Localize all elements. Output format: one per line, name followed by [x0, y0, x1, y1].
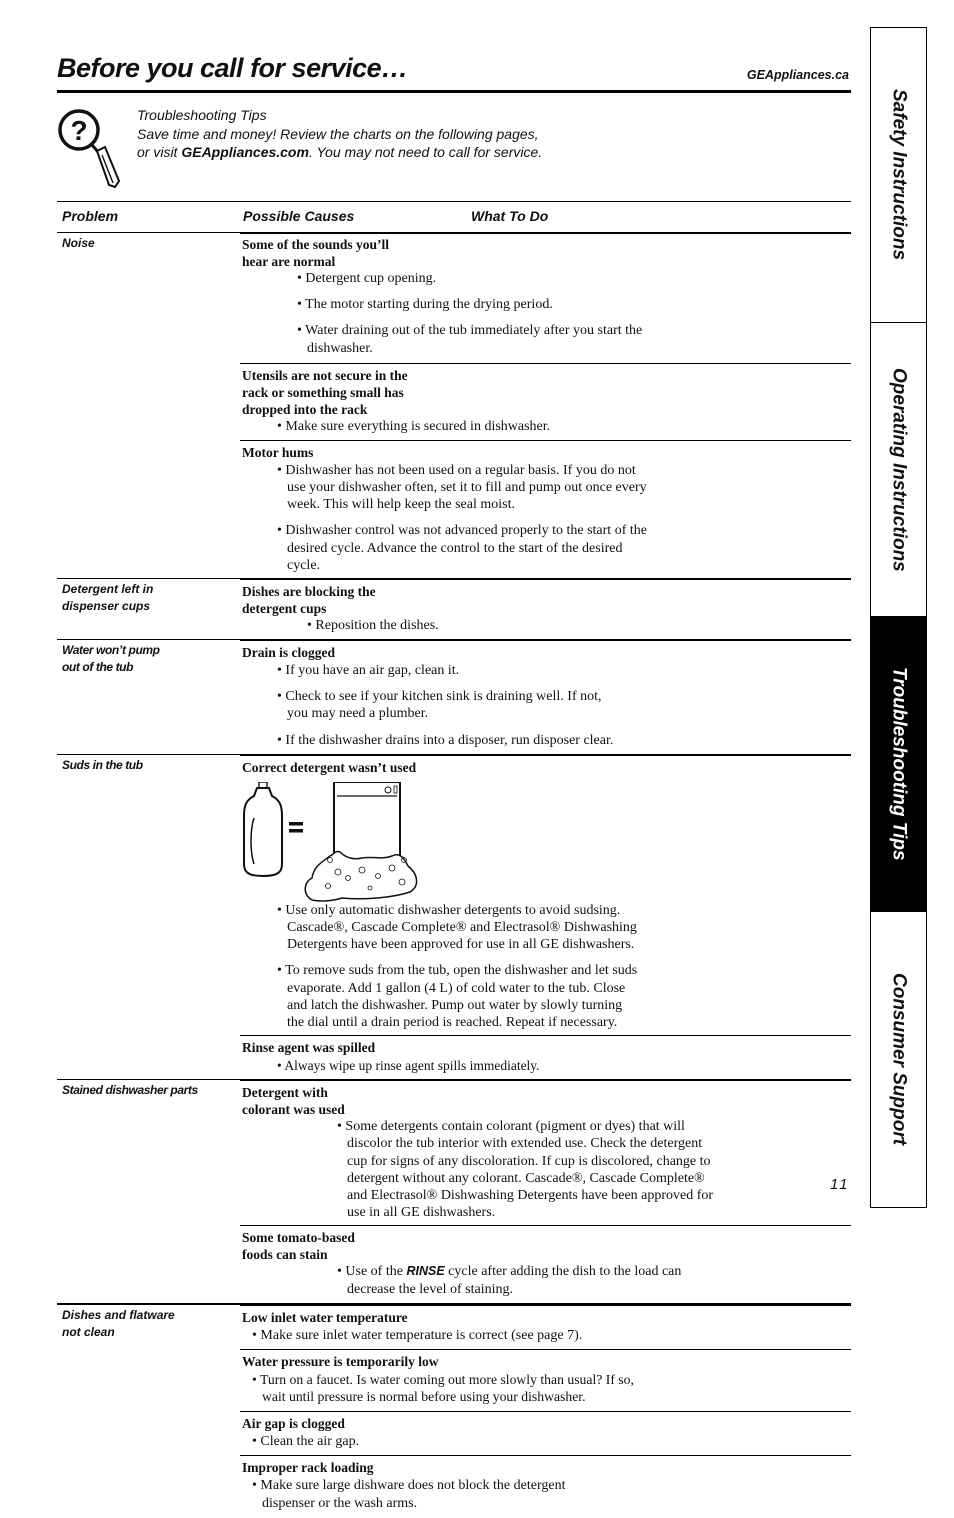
- tab-label: Consumer Support: [888, 972, 910, 1146]
- todo-list: [296, 270, 686, 357]
- cause-label: Some of the sounds you’ll hear are normal: [242, 237, 390, 269]
- problem-label: Dishes and flatware not clean: [62, 1307, 175, 1339]
- problem-label: Suds in the tub: [62, 757, 143, 772]
- svg-text:?: ?: [70, 115, 88, 146]
- todo-list: [276, 662, 666, 749]
- page-number: 11: [830, 1176, 850, 1193]
- problem-group: [57, 233, 851, 579]
- todo-item: • To remove suds from the tub, open the dishwasher and let suds evaporate. Add 1 gallon (4 L) of cold water to the tub. Close and latch the dishwasher. Pump out water by slowly turning the dial until a drain period is reached. Repeat if necessary.: [277, 963, 638, 1031]
- cause-row: [240, 1349, 851, 1411]
- cause-row: [240, 755, 851, 1035]
- cause-label: Water pressure is temporarily low: [242, 1353, 439, 1369]
- suds-illustration: [242, 782, 422, 902]
- cause-label: Air gap is clogged: [242, 1416, 345, 1432]
- todo-list: [251, 1477, 641, 1511]
- cause-row: [240, 1455, 851, 1517]
- todo-list: [251, 1433, 641, 1450]
- cause-row: [240, 1411, 851, 1455]
- cause-label: Detergent with colorant was used: [242, 1085, 345, 1118]
- section-sidebar: [870, 27, 927, 1208]
- todo-list: [276, 1057, 666, 1074]
- tab-consumer-support[interactable]: [871, 912, 926, 1206]
- todo-list: [276, 902, 666, 1031]
- tab-label: Troubleshooting Tips: [888, 667, 910, 861]
- problem-group: [57, 579, 851, 640]
- problem-group: [57, 640, 851, 755]
- cause-label: Low inlet water temperature: [242, 1309, 408, 1325]
- cause-label: Rinse agent was spilled: [242, 1040, 376, 1056]
- cause-row: [240, 233, 851, 363]
- site-url[interactable]: GEAppliances.ca: [746, 68, 849, 82]
- todo-item: • If the dishwasher drains into a disposer, run disposer clear.: [277, 732, 614, 748]
- todo-item: • Make sure large dishware does not block the detergent dispenser or the wash arms.: [252, 1478, 566, 1511]
- cause-label: Dishes are blocking the detergent cups: [242, 584, 376, 617]
- todo-item: • Some detergents contain colorant (pigment or dyes) that will discolor the tub interior with extended use. Check the detergent cup for signs of any discoloration. If cup is discolored, change to detergent without any colorant. Cascade®, Cascade Complete® and Electrasol® Dishwashing Detergents have been approved for use in all GE dishwashers.: [337, 1119, 714, 1221]
- page-title: Before you call for service…: [57, 53, 408, 83]
- header-problem: Problem: [62, 208, 119, 224]
- todo-list: [306, 617, 696, 634]
- todo-item: • Dishwasher has not been used on a regular basis. If you do not use your dishwasher often, set it to fill and pump out once every week. This will help keep the seal moist.: [277, 462, 647, 513]
- title-rule: [57, 90, 851, 93]
- intro-line2: [137, 143, 542, 162]
- intro-heading: Troubleshooting Tips: [137, 107, 267, 123]
- troubleshooting-table: [57, 201, 851, 1518]
- todo-item: • Dishwasher control was not advanced properly to the start of the desired cycle. Advance the control to the start of the desired cycle.: [277, 523, 647, 573]
- problem-group: [57, 1080, 851, 1304]
- cause-row: [240, 640, 851, 754]
- todo-item: • The motor starting during the drying period.: [297, 297, 553, 313]
- todo-item: • Clean the air gap.: [252, 1434, 360, 1450]
- todo-item: • Reposition the dishes.: [307, 618, 439, 634]
- todo-item: • If you have an air gap, clean it.: [277, 663, 460, 679]
- todo-item: • Always wipe up rinse agent spills immediately.: [277, 1058, 540, 1074]
- tab-label: Safety Instructions: [888, 89, 910, 261]
- cause-row: [240, 1080, 851, 1225]
- todo-item: • Water draining out of the tub immediately after you start the dishwasher.: [297, 323, 643, 356]
- problem-group: [57, 755, 851, 1080]
- cause-row: [240, 579, 851, 639]
- tab-label: Operating Instructions: [888, 367, 910, 572]
- cause-label: [240, 759, 432, 902]
- todo-item: [336, 1263, 712, 1297]
- todo-list: [251, 1327, 641, 1344]
- todo-text-post: cycle after adding the dish to the load can decrease the level of staining.: [347, 1264, 682, 1297]
- todo-item: • Check to see if your kitchen sink is draining well. If not, you may need a plumber.: [277, 689, 602, 722]
- header-todo: What To Do: [471, 208, 549, 224]
- tab-operating-instructions[interactable]: [871, 323, 926, 617]
- intro-line2-post: . You may not need to call for service.: [308, 144, 543, 160]
- cause-row: [240, 1305, 851, 1349]
- intro-line2-pre: or visit: [137, 144, 182, 160]
- todo-text-pre: • Use of the: [337, 1264, 407, 1280]
- tab-safety-instructions[interactable]: [871, 28, 926, 323]
- todo-item: • Make sure inlet water temperature is correct (see page 7).: [252, 1327, 583, 1343]
- cause-label-text: Correct detergent wasn’t used: [242, 759, 417, 775]
- rinse-cycle-label: RINSE: [406, 1264, 445, 1279]
- cause-label: Improper rack loading: [242, 1460, 374, 1476]
- cause-label: Drain is clogged: [242, 645, 335, 661]
- question-magnifier-icon: [57, 103, 132, 193]
- tab-troubleshooting-tips[interactable]: [871, 617, 926, 912]
- problem-label: Noise: [62, 236, 95, 250]
- cause-row: [240, 363, 851, 440]
- cause-label: Motor hums: [242, 444, 314, 460]
- todo-list: [276, 418, 666, 435]
- table-header: [57, 201, 851, 233]
- todo-list: [276, 462, 666, 574]
- todo-list: [336, 1118, 726, 1221]
- problem-label: Water won’t pump out of the tub: [62, 643, 160, 675]
- problem-group: [57, 1304, 851, 1518]
- problem-label: Stained dishwasher parts: [62, 1083, 198, 1098]
- cause-row: [240, 1035, 851, 1079]
- todo-list: [336, 1263, 726, 1297]
- intro-line1: Save time and money! Review the charts on the following pages,: [137, 125, 539, 142]
- header-causes: Possible Causes: [243, 208, 355, 224]
- todo-item: • Detergent cup opening.: [297, 271, 437, 286]
- cause-label: Utensils are not secure in the rack or something small has dropped into the rack: [242, 367, 408, 417]
- cause-row: [240, 1225, 851, 1302]
- cause-row: [240, 440, 851, 578]
- todo-item: • Use only automatic dishwasher detergents to avoid sudsing. Cascade®, Cascade Complete® and Electrasol® Dishwashing Detergents have been approved for use in all GE dishwashers.: [277, 902, 637, 953]
- todo-list: [251, 1371, 641, 1405]
- cause-label: Some tomato-based foods can stain: [242, 1230, 355, 1263]
- intro-text: [137, 106, 542, 162]
- problem-label: Detergent left in dispenser cups: [62, 582, 154, 614]
- ge-link[interactable]: GEAppliances.com: [181, 144, 309, 160]
- todo-item: • Make sure everything is secured in dishwasher.: [277, 418, 551, 434]
- todo-item: • Turn on a faucet. Is water coming out more slowly than usual? If so, wait until pressure is normal before using your dishwasher.: [252, 1371, 634, 1405]
